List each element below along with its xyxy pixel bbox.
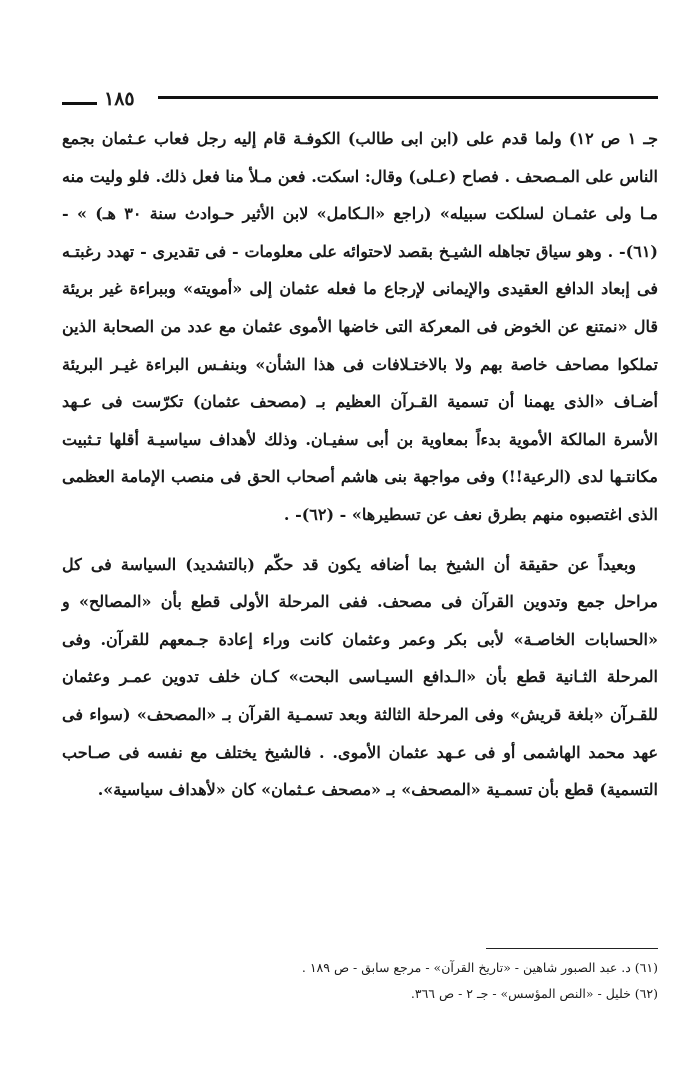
footnotes bbox=[62, 955, 658, 1007]
main-text bbox=[62, 120, 658, 809]
paragraph: جـ ١ ص ١٢) ولما قدم على (ابن ابى طالب) الكوفـة قام إليه رجل فعاب عـثمان بجمع الناس على المـصحف . فصاح (عـلى) وقال: اسكت. فعن مـلأ منا فعل ذلك. فلو وليت منه مـا ولى عثمـان لسلكت سبيله» (راجع «الـكامل» لابن الأثير حـوادث سنة ٣٠ هـ) » - (٦١)- . وهو سياق تجاهله الشيـخ بقصد لاحتوائه على معلومات - فى تقديرى - تهدد رغبتـه فى إبعاد الدافع العقيدى والإيمانى لإرجاع ما فعله عثمان إلى «أمويته» وببراءة غير بريئة قال «نمتنع عن الخوض فى المعركة التى خاضها الأموى عثمان مع عدد من الصحابة الذين تملكوا مصاحف خاصة بهم ولا بالاختـلافات فى هذا الشأن» وبنفـس البراءة غيـر البريئة أضـاف «الذى يهمنا أن تسمية القـرآن العظيم بـ (مصحف عثمان) تكرّست فى عـهد الأسرة المالكة الأموية بدءاً بمعاوية بن أبى سفيـان. وذلك لأهداف سياسيـة أقلها تـثبيت مكانتـها لدى (الرعية!!) وفى مواجهة بنى هاشم أصحاب الحق فى منصب الإمامة العظمى الذى اغتصبوه منهم بطرق نعف عن تسطيرها» - (٦٢)- . bbox=[62, 129, 658, 524]
paragraph: وبعيداً عن حقيقة أن الشيخ بما أضافه يكون قد حكّم (بالتشديد) السياسة فى كل مراحل جمع وتدوين القرآن فى مصحف. ففى المرحلة الأولى قطع بأن «المصالح» و «الحسابات الخاصـة» لأبى بكر وعمر وعثمان كانت وراء إعادة جـمعهم للقرآن. وفى المرحلة الثـانية قطع بأن «الـدافع السيـاسى البحت» كـان خلف تدوين عمـر وعثمان للقـرآن «بلغة قريش» وفى المرحلة الثالثة وبعد تسمـية القرآن بـ «المصحف» (سواء فى عهد محمد الهاشمى أو فى عـهد عثمان الأموى. . فالشيخ يختلف مع نفسه فى صـاحب التسمية) قطع بأن تسمـية «المصحف» بـ «مصحف عـثمان» كان «لأهداف سياسية». bbox=[62, 554, 658, 800]
header-rule-short bbox=[62, 102, 97, 105]
page-number: ١٨٥ bbox=[104, 88, 135, 110]
footnote: (٦٢) خليل - «النص المؤسس» - جـ ٢ - ص ٣٦٦. bbox=[410, 986, 658, 1001]
page-header bbox=[62, 88, 658, 112]
footnote: (٦١) د. عبد الصبور شاهين - «تاريخ القرآن» - مرجع سابق - ص ١٨٩ . bbox=[301, 960, 658, 975]
footnote-divider bbox=[486, 948, 658, 949]
header-rule-long bbox=[158, 96, 658, 99]
